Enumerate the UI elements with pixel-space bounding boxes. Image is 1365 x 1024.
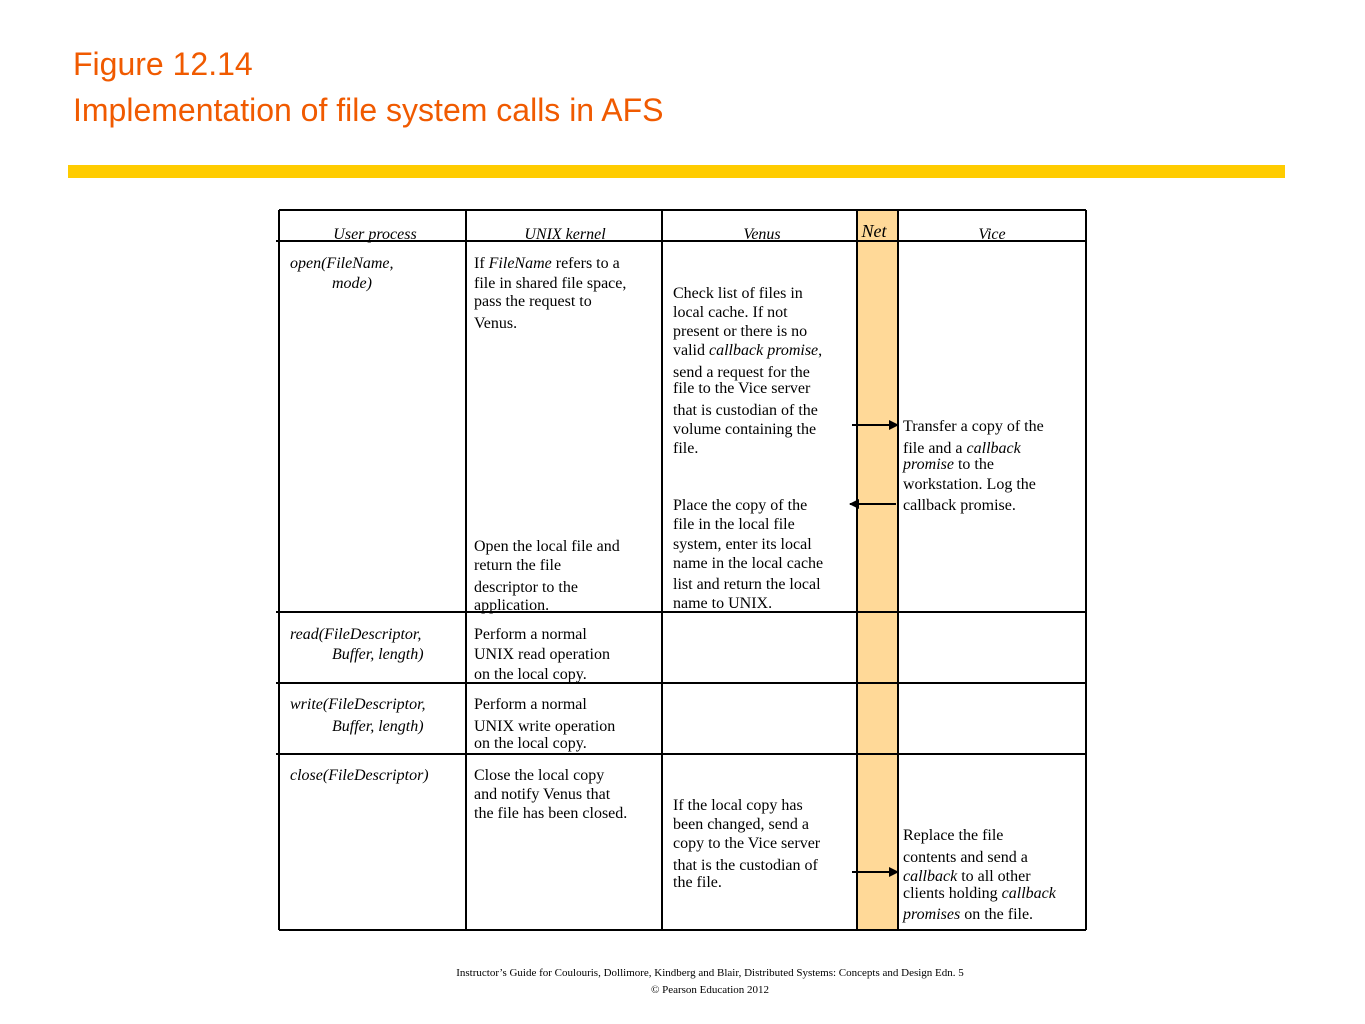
read-kernel-line3: on the local copy. <box>474 666 587 683</box>
read-kernel-line1: Perform a normal <box>474 626 587 643</box>
open-venus-line13: name in the local cache <box>673 555 824 572</box>
figure-number: Figure 12.14 <box>73 46 253 82</box>
open-vice-line2: file and a callback <box>903 440 1021 457</box>
open-kernel-line5: Open the local file and <box>474 538 620 555</box>
open-kernel-line4: Venus. <box>474 315 518 332</box>
open-venus-line6: file to the Vice server <box>673 380 811 397</box>
open-venus-line2: local cache. If not <box>673 304 788 321</box>
row-write <box>290 696 615 752</box>
open-venus-line7: that is custodian of the <box>673 402 818 419</box>
close-vice-line3: callback to all other <box>903 868 1031 885</box>
open-kernel-line6: return the file <box>474 557 562 574</box>
open-venus-line3: present or there is no <box>673 323 808 340</box>
open-vice-line3: promise to the <box>903 456 994 473</box>
footer-citation: Instructor’s Guide for Coulouris, Dollimore, Kindberg and Blair, Distributed Systems: Concepts and Design Edn. 5 <box>456 967 964 979</box>
close-venus-line5: the file. <box>673 874 722 891</box>
open-venus-line10: Place the copy of the <box>673 497 808 514</box>
open-venus-line11: file in the local file <box>673 516 795 533</box>
open-venus-line12: system, enter its local <box>673 536 812 553</box>
figure-title: Implementation of file system calls in AFS <box>73 92 664 128</box>
open-kernel-line1: If FileName refers to a <box>474 255 620 272</box>
open-venus-line4: valid callback promise, <box>673 342 823 359</box>
open-venus-line14: list and return the local <box>673 576 821 593</box>
close-vice-line5: promises on the file. <box>903 906 1034 923</box>
close-kernel-line3: the file has been closed. <box>474 805 628 822</box>
header-vice: Vice <box>978 226 1006 243</box>
net-column-band <box>857 211 898 930</box>
read-kernel-line2: UNIX read operation <box>474 646 610 663</box>
open-call-line1: open(FileName, <box>290 255 394 272</box>
open-call-line2: mode) <box>332 275 372 292</box>
row-read <box>290 626 610 683</box>
open-kernel-line8: application. <box>474 597 550 614</box>
open-venus-line15: name to UNIX. <box>673 595 773 612</box>
close-call-line1: close(FileDescriptor) <box>290 767 429 784</box>
open-kernel-line2: file in shared file space, <box>474 275 627 292</box>
close-kernel-line1: Close the local copy <box>474 767 605 784</box>
open-kernel-line3: pass the request to <box>474 293 592 310</box>
write-call-line2: Buffer, length) <box>332 718 424 735</box>
close-venus-line1: If the local copy has <box>673 797 803 814</box>
close-venus-line3: copy to the Vice server <box>673 835 821 852</box>
open-venus-line9: file. <box>673 440 699 457</box>
header-unix-kernel: UNIX kernel <box>524 226 606 243</box>
open-kernel-line7: descriptor to the <box>474 579 578 596</box>
read-call-line1: read(FileDescriptor, <box>290 626 422 643</box>
open-venus-line5: send a request for the <box>673 364 810 381</box>
open-venus-line1: Check list of files in <box>673 285 803 302</box>
row-close <box>290 767 1057 923</box>
header-user-process: User process <box>333 226 417 243</box>
open-vice-line5: callback promise. <box>903 497 1016 514</box>
write-kernel-line1: Perform a normal <box>474 696 587 713</box>
close-kernel-line2: and notify Venus that <box>474 786 611 803</box>
header-venus: Venus <box>743 226 781 243</box>
write-call-line1: write(FileDescriptor, <box>290 696 426 713</box>
close-venus-line2: been changed, send a <box>673 816 809 833</box>
write-kernel-line3: on the local copy. <box>474 735 587 752</box>
footer-copyright: © Pearson Education 2012 <box>650 984 770 996</box>
close-vice-line1: Replace the file <box>903 827 1004 844</box>
open-venus-line8: volume containing the <box>673 421 817 438</box>
close-vice-line4: clients holding callback <box>903 885 1056 902</box>
write-kernel-line2: UNIX write operation <box>474 718 616 735</box>
table-header <box>333 221 1005 243</box>
read-call-line2: Buffer, length) <box>332 646 424 663</box>
row-open <box>290 255 1044 614</box>
close-venus-line4: that is the custodian of <box>673 857 818 874</box>
open-vice-line4: workstation. Log the <box>903 476 1036 493</box>
open-vice-line1: Transfer a copy of the <box>903 418 1044 435</box>
close-vice-line2: contents and send a <box>903 849 1028 866</box>
header-net: Net <box>861 221 887 241</box>
